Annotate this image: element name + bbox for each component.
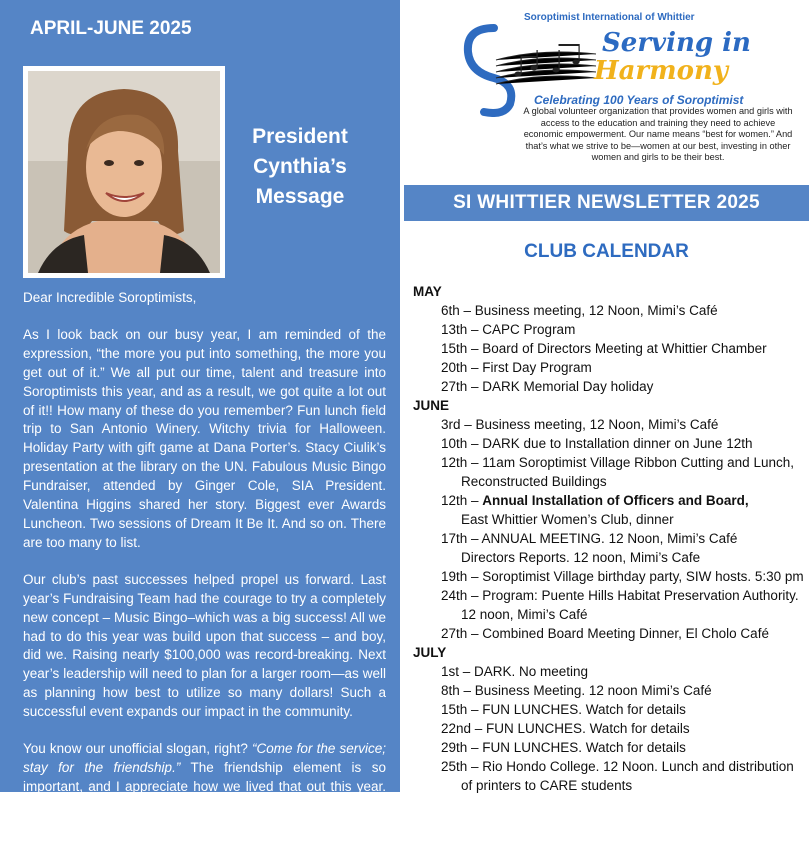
calendar-entry: 27th – DARK Memorial Day holiday <box>441 379 654 394</box>
calendar-entry-continued: of printers to CARE students <box>461 778 633 793</box>
month-heading-may: MAY <box>413 284 442 299</box>
club-calendar-heading: CLUB CALENDAR <box>524 241 689 262</box>
calendar-entry-continued: 12 noon, Mimi’s Café <box>461 607 588 622</box>
mission-statement: A global volunteer organization that provides women and girls with access to the education and training they need to achieve economic empowerment. Our name means “best for women.” And that’s what we strive to be—women at our best, investing in other women and girls to be their best. <box>523 106 793 162</box>
calendar-entry: 6th – Business meeting, 12 Noon, Mimi’s Café <box>441 303 718 318</box>
letter-paragraph-3: You know our unofficial slogan, right? “Come for the service; stay for the friendship.” The friendship element is so important, and I appreciate how we lived that out this year. There were several losses, accidents and illnesses experienced by our <box>23 741 387 832</box>
calendar-entry: 3rd – Business meeting, 12 Noon, Mimi’s Café <box>441 417 719 432</box>
letter-paragraph-1: As I look back on our busy year, I am reminded of the expression, “the more you put into something, the more you get out of it.” We all put our time, talent and treasure into Soroptimists this year, and as a result, we got quite a lot out of it!! How many of these do you remember? Fun lunch field trip to San Antonio Winery. Witchy trivia for Halloween. Holiday Party with gift game at Dana Porter’s. Stacy Ciulik’s presentation at the library on the UN. Fabulous Music Bingo Fundraiser, attended by Ginger Cole, SIA President. Valentina Higgins shared her story. Biggest ever Awards Luncheon. Two sessions of Dream It Be It. And so on. There are too many to list. <box>23 326 386 550</box>
issue-date: APRIL-JUNE 2025 <box>30 18 192 39</box>
calendar-entry: 15th – FUN LUNCHES. Watch for details <box>441 702 686 717</box>
installation-highlight: Annual Installation of Officers and Board, <box>482 493 749 508</box>
calendar-entry: 22nd – FUN LUNCHES. Watch for details <box>441 721 690 736</box>
month-heading-june: JUNE <box>413 398 450 413</box>
calendar-entry: 10th – DARK due to Installation dinner on June 12th <box>441 436 753 451</box>
calendar-entry: 8th – Business Meeting. 12 noon Mimi’s Café <box>441 683 712 698</box>
portrait-image <box>28 71 220 273</box>
club-calendar <box>413 282 809 795</box>
calendar-entry: 12th – Annual Installation of Officers and Board, <box>441 493 749 508</box>
president-message-heading: President Cynthia’s Message <box>252 125 348 208</box>
calendar-entry: 12th – 11am Soroptimist Village Ribbon Cutting and Lunch, <box>441 455 794 470</box>
calendar-entry: 15th – Board of Directors Meeting at Whittier Chamber <box>441 341 767 356</box>
calendar-entry-continued: Reconstructed Buildings <box>461 474 607 489</box>
president-letter <box>23 289 386 853</box>
calendar-entry-continued: East Whittier Women’s Club, dinner <box>461 512 674 527</box>
month-heading-july: JULY <box>413 645 447 660</box>
calendar-entry: 19th – Soroptimist Village birthday party, SIW hosts. 5:30 pm <box>441 569 804 584</box>
right-column <box>404 0 809 792</box>
calendar-entry: 29th – FUN LUNCHES. Watch for details <box>441 740 686 755</box>
calendar-entry: 25th – Rio Hondo College. 12 Noon. Lunch and distribution <box>441 759 794 774</box>
calendar-entry: 27th – Combined Board Meeting Dinner, El Cholo Café <box>441 626 769 641</box>
calendar-entry: 20th – First Day Program <box>441 360 592 375</box>
calendar-entry: 17th – ANNUAL MEETING. 12 Noon, Mimi’s Café <box>441 531 738 546</box>
logo-title-serving: Serving in <box>602 28 751 58</box>
calendar-entry: 13th – CAPC Program <box>441 322 576 337</box>
calendar-entry-continued: Directors Reports. 12 noon, Mimi’s Cafe <box>461 550 701 565</box>
letter-paragraph-2: Our club’s past successes helped propel us forward. Last year’s Fundraising Team had the courage to try a completely new concept – Music Bingo–which was a big success! All we had to do this year was build upon that success – and boy, did we. Raising nearly $100,000 was record-breaking. Next year’s leadership will need to plan for a larger room—as well as planning how best to utilize so many dollars! Such a successful event expands our impact in the community. <box>23 571 386 720</box>
logo-title-harmony: Harmony <box>594 56 728 86</box>
newsletter-banner: SI WHITTIER NEWSLETTER 2025 <box>404 185 809 221</box>
logo-org-name: Soroptimist International of Whittier <box>524 12 695 23</box>
club-slogan: “Come for the service; stay for the friendship.” <box>23 741 387 775</box>
president-photo <box>23 66 225 278</box>
calendar-entry: 24th – Program: Puente Hills Habitat Preservation Authority. <box>441 588 799 603</box>
left-column <box>0 0 400 832</box>
celebrating-tagline: Celebrating 100 Years of Soroptimist <box>534 93 744 107</box>
calendar-entry: 1st – DARK. No meeting <box>441 664 589 679</box>
letter-greeting: Dear Incredible Soroptimists, <box>23 290 197 305</box>
